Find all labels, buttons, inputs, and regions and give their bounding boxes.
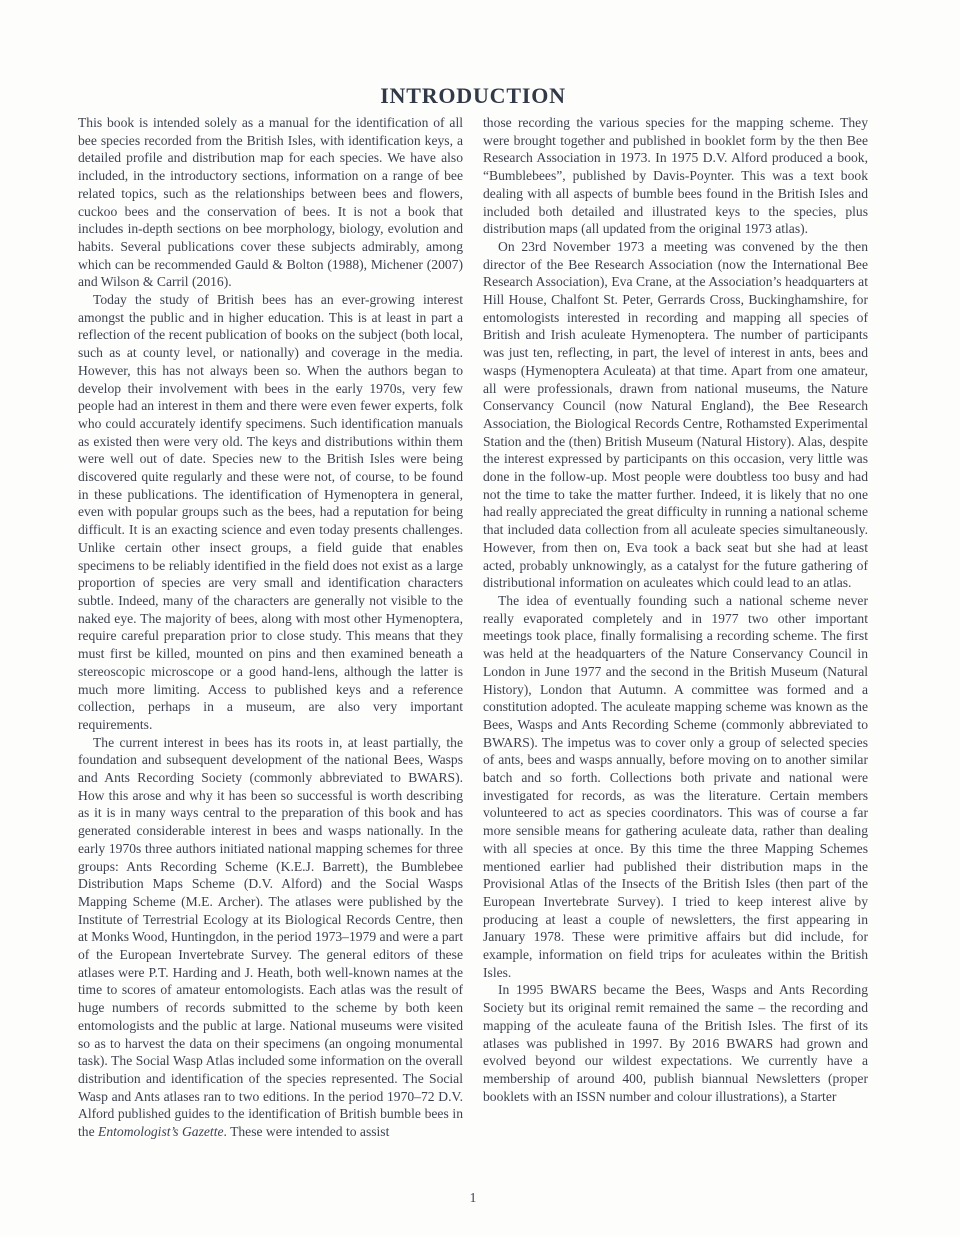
text-run: The idea of eventually founding such a national scheme never really evaporated completely and in 1977 two other important meetings took place, finally formalising a recording scheme. The first was held at the headquarters of the Nature Conservancy Council in London in June 1977 and the second in the British Museum (Natural History), London that Autumn. A committee was formed and a constitution adopted. The aculeate mapping scheme was known as the Bees, Wasps and Ants Recording Scheme (commonly abbreviated to BWARS). The impetus was to cover only a group of selected species of ants, bees and wasps annually, before moving on to another similar batch and so forth. Collections both private and national were investigated for records, as was the literature. Certain members volunteered to act as species coordinators. This was of course a far more sensible means for gathering aculeate data, rather than dealing with all species at once. By this time the three Mapping Schemes mentioned earlier had published their distribution maps in the Provisional Atlas of the Insects of the British Isles (then part of the European Invertebrate Survey). I tried to keep interest alive by producing at least a couple of newsletters, the first appearing in January 1978. These were primitive affairs but did include, for example, information on field trips for aculeates within the British Isles.	[483, 592, 868, 980]
paragraph	[483, 592, 868, 981]
paragraph	[483, 114, 868, 238]
text-run: . These were intended to assist	[223, 1124, 390, 1140]
italic-text: Entomologist’s Gazette	[98, 1124, 224, 1140]
left-column	[78, 114, 463, 1141]
paragraph	[483, 238, 868, 592]
text-run: In 1995 BWARS became the Bees, Wasps and Ants Recording Society but its original remit remained the same – the recording and mapping of the aculeate fauna of the British Isles. The first of its atlases was published in 1997. By 2016 BWARS had grown and evolved beyond our wildest expectations. We currently have a membership of around 400, publish biannual Newsletters (proper booklets with an ISSN number and colour illustrations), a Starter	[483, 982, 868, 1104]
text-run: This book is intended solely as a manual for the identification of all bee species recorded from the British Isles, with identification keys, a detailed profile and distribution map for each species. We have also included, in the introductory sections, information on a range of bee related topics, such as the relationships between bees and flowers, cuckoo bees and the conservation of bees. It is not a book that includes in-depth sections on bee morphology, biology, evolution and habits. Several publications cover these subjects admirably, among which can be recommended Gauld & Bolton (1988), Michener (2007) and Wilson & Carril (2016).	[78, 115, 463, 290]
text-run: those recording the various species for the mapping scheme. They were brought together and published in booklet form by the then Bee Research Association in 1973. In 1975 D.V. Alford produced a book, “Bumblebees”, published by Davis-Poynter. This was a text book dealing with all aspects of bumble bees found in the British Isles and included both detailed and illustrated keys to the species, plus distribution maps (all updated from the original 1973 atlas).	[483, 115, 868, 237]
paragraph	[78, 734, 463, 1141]
text-columns	[78, 114, 868, 1141]
page-title: INTRODUCTION	[380, 83, 566, 108]
text-run: Today the study of British bees has an ever-growing interest amongst the public and in higher education. This is at least in part a reflection of the recent publication of books on the subject (both local, such as at county level, or nationally) and coverage in the media. However, this has not always been so. When the authors began to develop their involvement with bees in the early 1970s, very few people had an interest in them and there were even fewer experts, folk who could accurately identify specimens. Such identification manuals as existed then were very old. The keys and distributions within them were well out of date. Species new to the British Isles were being discovered quite regularly and these were not, of course, to be found in these publications. The identification of Hymenoptera in general, even with popular groups such as the bees, had a reputation for being difficult. It is an exacting science and even today presents challenges. Unlike certain other insect groups, a field guide that enables specimens to be reliably identified in the field does not exist as a large proportion of species are very small and identification characters subtle. Indeed, many of the characters are generally not visible to the naked eye. The majority of bees, along with most other Hymenoptera, require careful preparation prior to close study. This means that they must first be killed, mounted on pins and then examined beneath a stereoscopic microscope or a good hand-lens, although the latter is much more limiting. Access to published keys and a reference collection, perhaps in a museum, are also very important requirements.	[78, 292, 463, 732]
paragraph	[78, 291, 463, 734]
text-run: On 23rd November 1973 a meeting was convened by the then director of the Bee Research Association (now the International Bee Research Association), Eva Crane, at the Association’s headquarters at Hill House, Chalfont St. Peter, Gerrards Cross, Buckinghamshire, for entomologists interested in recording and mapping all species of British and Irish aculeate Hymenoptera. The number of participants was just ten, reflecting, in part, the level of interest in ants, bees and wasps (Hymenoptera Aculeata) at that time. Apart from one amateur, all were professionals, drawn from national museums, the Nature Conservancy Council (now Natural England), the Bee Research Association, the Biological Records Centre, Rothamsted Experimental Station and the (then) British Museum (Natural History). Alas, despite the interest expressed by participants on this occasion, very little was done in the follow-up. Most people were doubtless too busy and had not the time to take the matter further. Indeed, it is likely that no one had really appreciated the great difficulty in running a national scheme that included data collection from all aculeate species simultaneously. However, from then on, Eva took a back seat but she had at least acted, probably unknowingly, as a catalyst for the future gathering of distributional information on aculeates which could lead to an atlas.	[483, 238, 868, 591]
text-run: The current interest in bees has its roots in, at least partially, the foundation and subsequent development of the national Bees, Wasps and Ants Recording Society (commonly abbreviated to BWARS). How this arose and why it has been so successful is worth describing as it is in many ways central to the preparation of this book and has generated considerable interest in bees and wasps nationally. In the early 1970s three authors initiated national mapping schemes for three groups: Ants Recording Scheme (K.E.J. Barrett), the Bumblebee Distribution Maps Scheme (D.V. Alford) and the Social Wasps Mapping Scheme (M.E. Archer). The atlases were published by the Institute of Terrestrial Ecology at its Biological Records Centre, then at Monks Wood, Huntingdon, in the period 1973–1979 and were a part of the European Invertebrate Survey. The general editors of these atlases were P.T. Harding and J. Heath, both well-known names at the time to scores of amateur entomologists. Each atlas was the result of huge numbers of records submitted to the scheme by both keen entomologists and the public at large. National museums were visited so as to harvest the data on their specimens (an ongoing monumental task). The Social Wasp Atlas included some information on the overall distribution and identification of the species represented. The Social Wasp and Ants atlases ran to two editions. In the period 1970–72 D.V. Alford published guides to the identification of British bumble bees in the	[78, 734, 463, 1140]
paragraph	[483, 981, 868, 1105]
page-number: 1	[469, 1190, 477, 1205]
paragraph	[78, 114, 463, 291]
right-column	[483, 114, 868, 1141]
